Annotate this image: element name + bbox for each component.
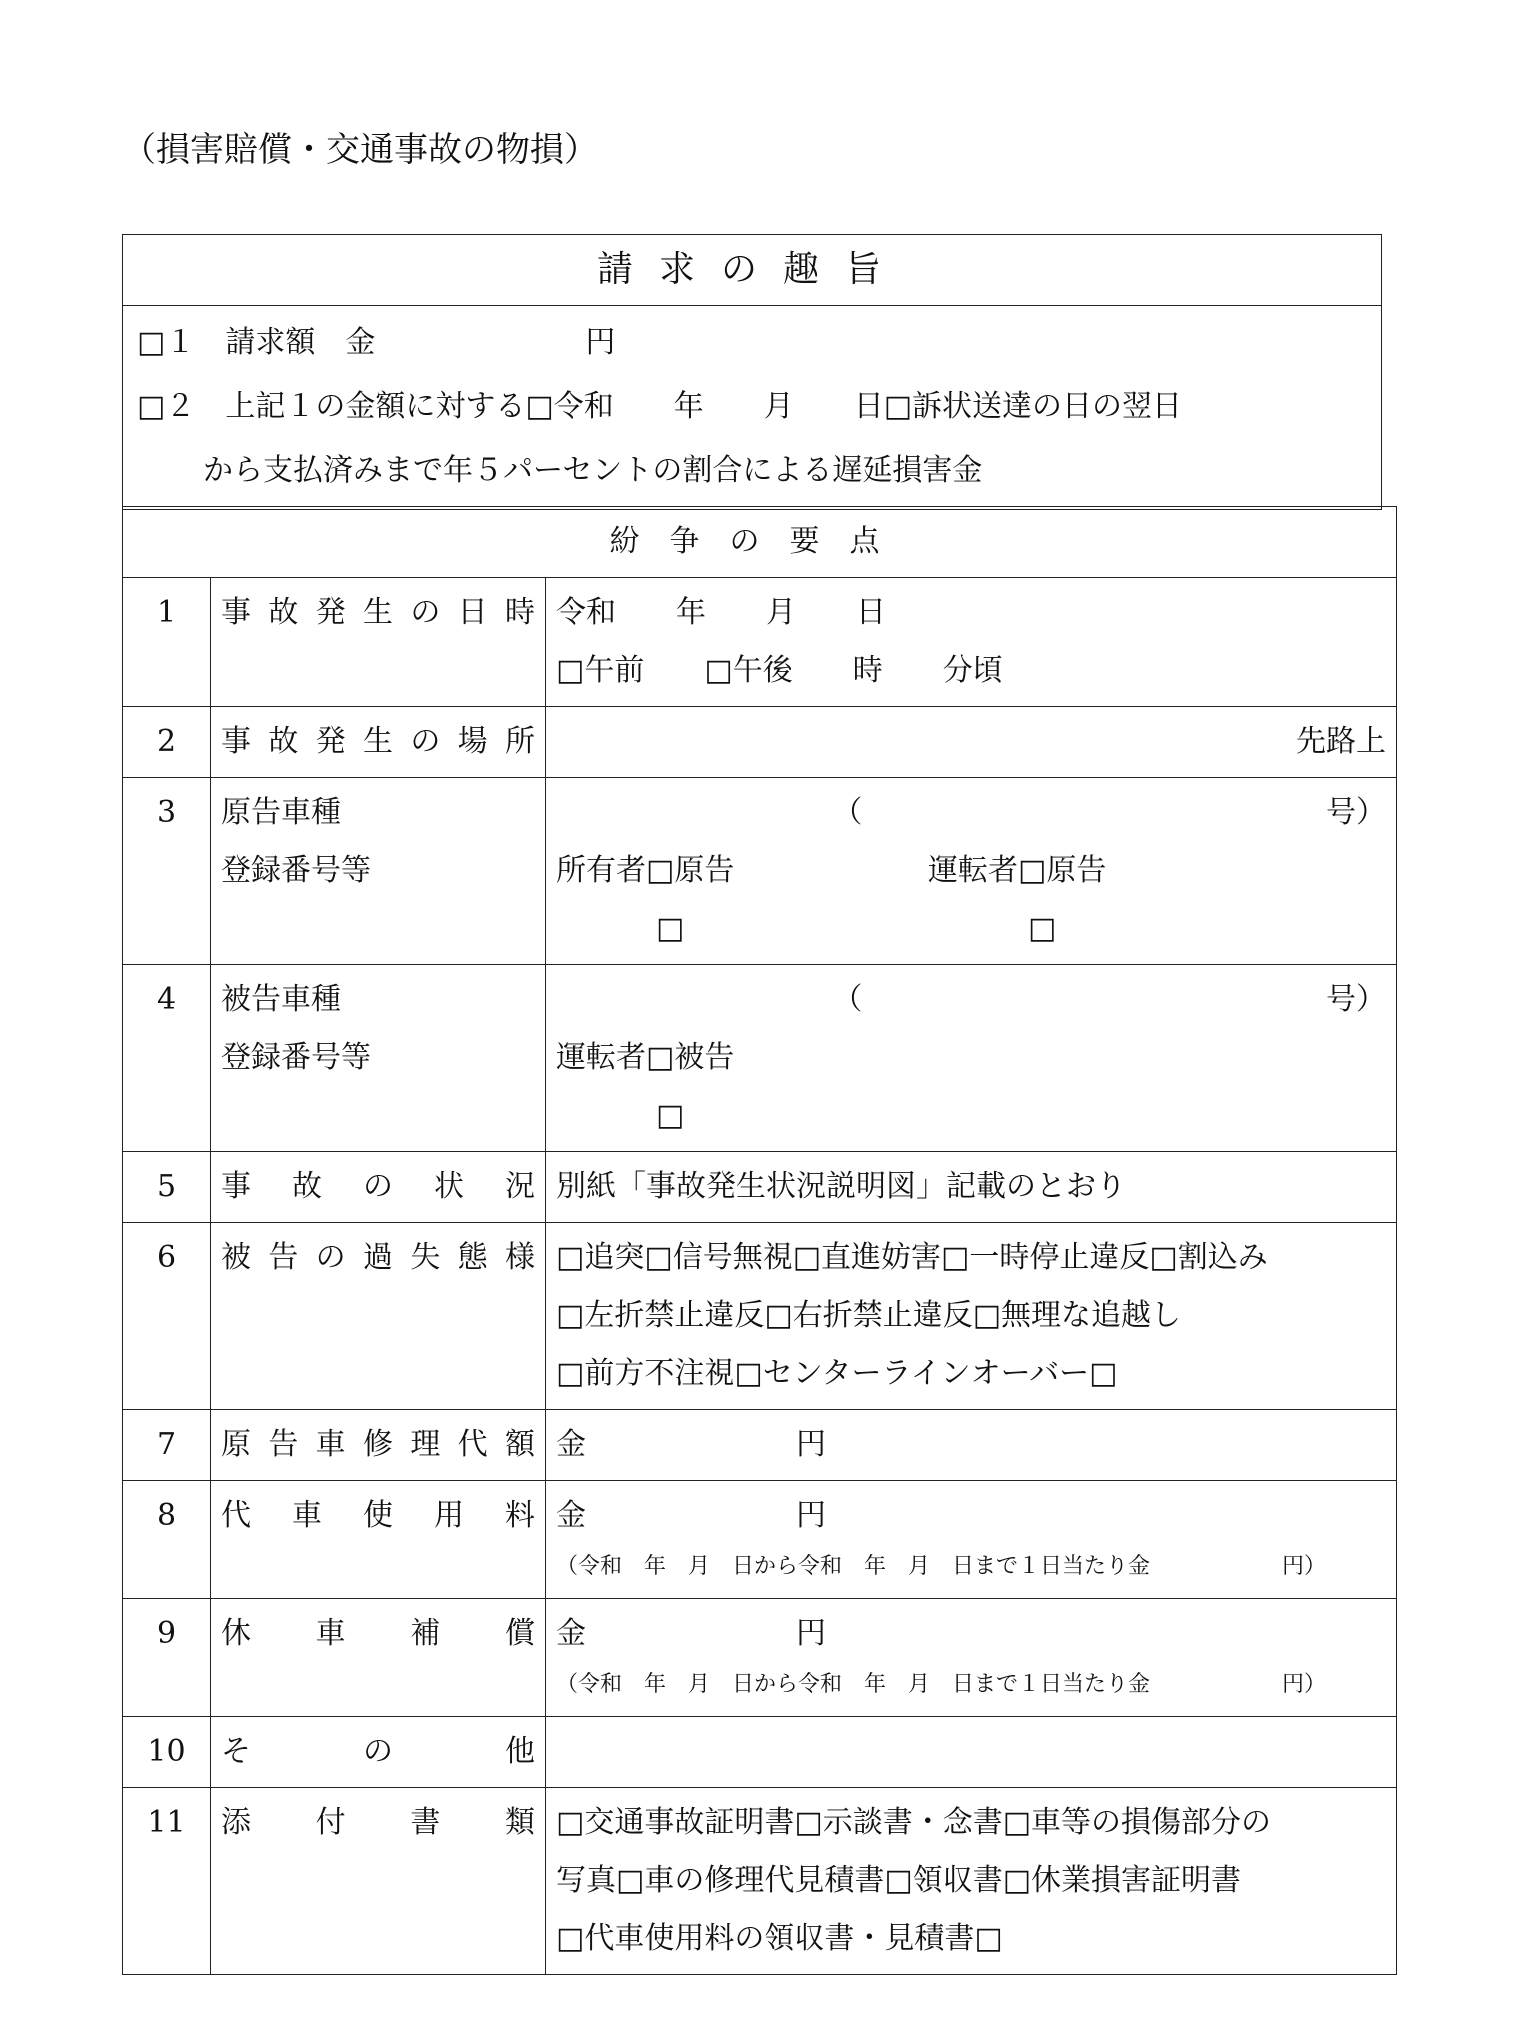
row-number: 3 xyxy=(123,778,211,965)
row-number: 5 xyxy=(123,1152,211,1223)
table-row xyxy=(123,707,1397,778)
table-row xyxy=(123,1410,1397,1481)
row-number: 9 xyxy=(123,1599,211,1717)
row-number: 10 xyxy=(123,1717,211,1788)
other-field xyxy=(546,1717,1397,1788)
row-label-line: 被告車種 xyxy=(221,982,341,1017)
attachment-options-line: □代車使用料の領収書・見積書□ xyxy=(556,1921,1003,1956)
accident-place-field: 先路上 xyxy=(546,707,1397,778)
table-row xyxy=(123,1788,1397,1975)
claim-item-1: □１ 請求額 金 円 xyxy=(137,325,616,360)
driver-checkbox: 運転者□原告 xyxy=(928,853,1107,888)
idle-compensation-field xyxy=(546,1599,1397,1717)
accident-date-field: 令和 年 月 日 xyxy=(556,595,886,630)
negligence-options-line: □左折禁止違反□右折禁止違反□無理な追越し xyxy=(556,1298,1182,1333)
owner-checkbox: 所有者□原告 xyxy=(556,853,735,888)
claim-item-2-continued: から支払済みまで年５パーセントの割合による遅延損害金 xyxy=(203,453,983,488)
claim-item-2: □２ 上記１の金額に対する□令和 年 月 日□訴状送達の日の翌日 xyxy=(137,389,1183,424)
row-label xyxy=(211,778,546,965)
attachments-field xyxy=(546,1788,1397,1975)
row-label: 事故発生の場所 xyxy=(211,707,546,778)
table-row xyxy=(123,778,1397,965)
driver-other-checkbox: □ xyxy=(656,1098,685,1133)
row-number: 7 xyxy=(123,1410,211,1481)
row-label: 代車使用料 xyxy=(211,1481,546,1599)
dispute-points-table xyxy=(122,506,1397,1975)
plaintiff-vehicle-field xyxy=(546,778,1397,965)
row-number: 4 xyxy=(123,965,211,1152)
row-label-line: 原告車種 xyxy=(221,795,341,830)
row-number: 2 xyxy=(123,707,211,778)
table-row xyxy=(123,965,1397,1152)
claim-heading: 請求の趣旨 xyxy=(123,235,1381,306)
row-label: その他 xyxy=(211,1717,546,1788)
table-row xyxy=(123,1717,1397,1788)
defendant-vehicle-field xyxy=(546,965,1397,1152)
row-number: 11 xyxy=(123,1788,211,1975)
negligence-field xyxy=(546,1223,1397,1410)
open-paren: （ xyxy=(832,795,863,830)
table-row xyxy=(123,578,1397,707)
table-row xyxy=(123,1481,1397,1599)
amount-line: 金 円 xyxy=(556,1498,826,1533)
row-number: 1 xyxy=(123,578,211,707)
table-row xyxy=(123,1152,1397,1223)
row-label: 添付書類 xyxy=(211,1788,546,1975)
owner-other-checkbox: □ xyxy=(656,911,685,946)
row-number: 8 xyxy=(123,1481,211,1599)
accident-situation-field: 別紙「事故発生状況説明図」記載のとおり xyxy=(546,1152,1397,1223)
negligence-options-line: □前方不注視□センターラインオーバー□ xyxy=(556,1356,1118,1391)
driver-other-checkbox: □ xyxy=(1028,911,1057,946)
rental-car-field xyxy=(546,1481,1397,1599)
period-line: （令和 年 月 日から令和 年 月 日まで１日当たり金 円） xyxy=(556,1672,1327,1697)
table-row xyxy=(123,1599,1397,1717)
table-row xyxy=(123,1223,1397,1410)
row-value xyxy=(546,578,1397,707)
row-label-line: 登録番号等 xyxy=(221,1040,371,1075)
repair-cost-field: 金 円 xyxy=(546,1410,1397,1481)
amount-line: 金 円 xyxy=(556,1616,826,1651)
row-label: 事故発生の日時 xyxy=(211,578,546,707)
claim-section xyxy=(122,234,1382,510)
attachment-options-line: 写真□車の修理代見積書□領収書□休業損害証明書 xyxy=(556,1863,1242,1898)
row-label: 被告の過失態様 xyxy=(211,1223,546,1410)
negligence-options-line: □追突□信号無視□直進妨害□一時停止違反□割込み xyxy=(556,1240,1268,1275)
row-label: 休車補償 xyxy=(211,1599,546,1717)
row-label: 原告車修理代額 xyxy=(211,1410,546,1481)
row-label-line: 登録番号等 xyxy=(221,853,371,888)
attachment-options-line: □交通事故証明書□示談書・念書□車等の損傷部分の xyxy=(556,1805,1272,1840)
number-suffix: 号） xyxy=(1326,982,1386,1017)
row-number: 6 xyxy=(123,1223,211,1410)
open-paren: （ xyxy=(832,982,863,1017)
row-label: 事故の状況 xyxy=(211,1152,546,1223)
driver-checkbox: 運転者□被告 xyxy=(556,1040,735,1075)
document-title: （損害賠償・交通事故の物損） xyxy=(122,130,598,170)
points-heading: 紛争の要点 xyxy=(123,507,1397,578)
accident-time-field: □午前 □午後 時 分頃 xyxy=(556,653,1003,688)
period-line: （令和 年 月 日から令和 年 月 日まで１日当たり金 円） xyxy=(556,1554,1327,1579)
row-label xyxy=(211,965,546,1152)
number-suffix: 号） xyxy=(1326,795,1386,830)
